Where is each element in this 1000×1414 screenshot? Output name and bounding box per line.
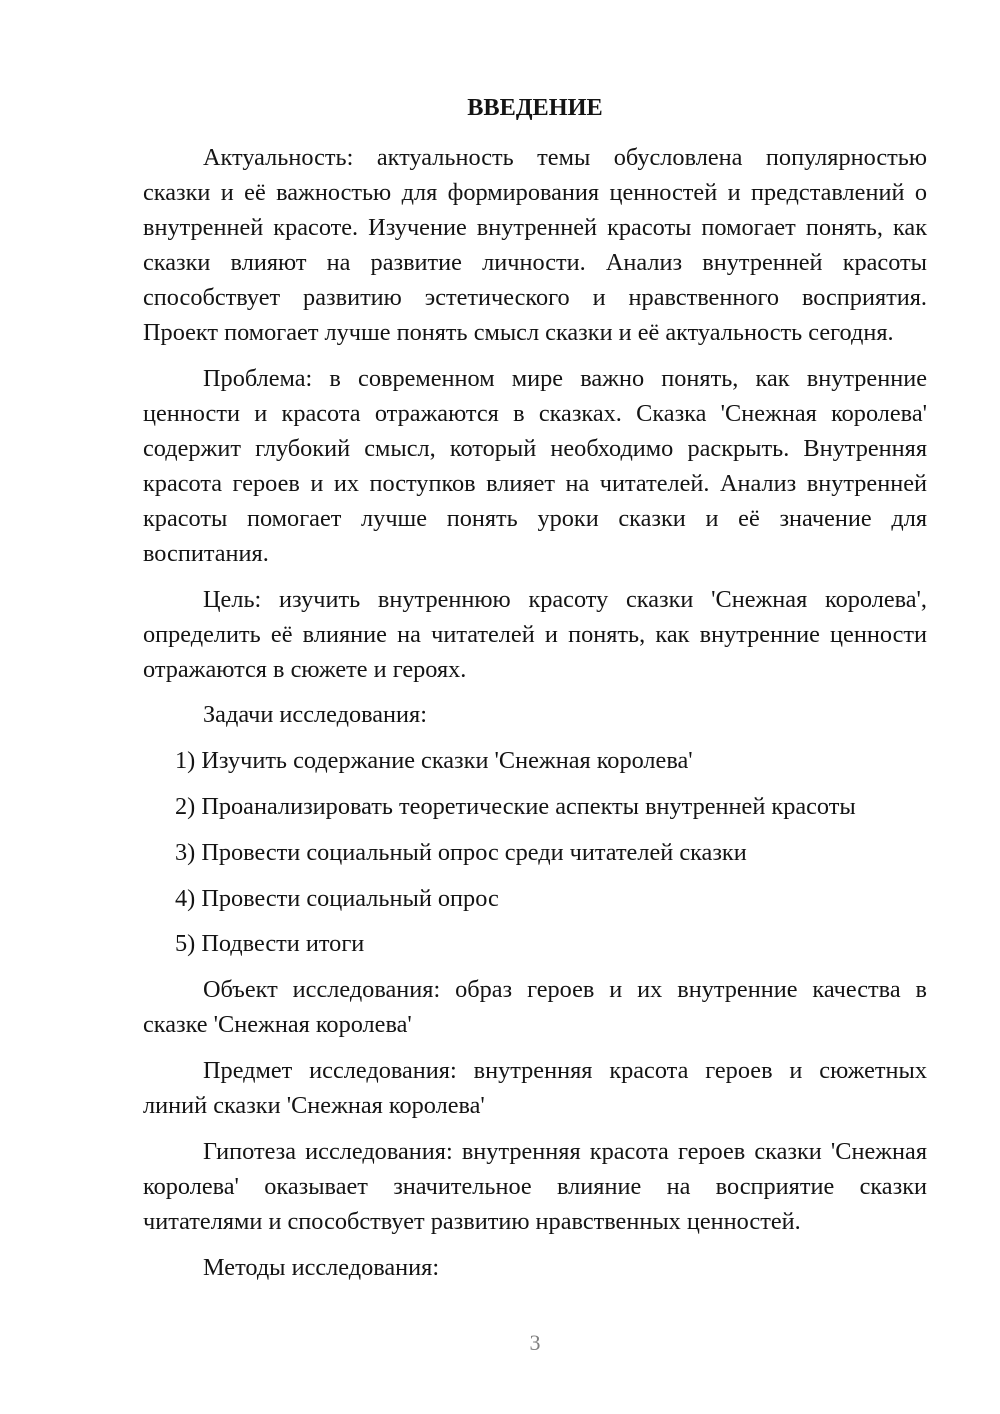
paragraph-line: красота героев и их поступков влияет на читателей. Анализ внутренней — [143, 469, 927, 497]
paragraph-line: красоты помогает лучше понять уроки сказки и её значение для — [143, 504, 927, 532]
paragraph-line: сказке 'Снежная королева' — [143, 1011, 412, 1039]
tasks-heading: Задачи исследования: — [203, 701, 427, 729]
paragraph-line: сказки и её важностью для формирования ценностей и представлений о — [143, 179, 927, 206]
paragraph-line: Проблема: в современном мире важно понять, как внутренние — [203, 364, 927, 392]
page-number: 3 — [529, 1330, 541, 1355]
paragraph-line: Цель: изучить внутреннюю красоту сказки 'Снежная королева', — [203, 585, 927, 613]
paragraph-line: линий сказки 'Снежная королева' — [143, 1091, 485, 1119]
task-item: 3) Провести социальный опрос среди читателей сказки — [175, 838, 747, 866]
paragraph-line: ценности и красота отражаются в сказках. Сказка 'Снежная королева' — [143, 399, 927, 427]
paragraph-hypothesis — [143, 1134, 927, 1239]
paragraph-line: определить её влияние на читателей и понять, как внутренние ценности — [143, 620, 927, 648]
paragraph-line: королева' оказывает значительное влияние на восприятие сказки — [143, 1172, 927, 1200]
paragraph-goal — [143, 582, 927, 687]
paragraph-object — [143, 972, 927, 1042]
methods-heading: Методы исследования: — [203, 1253, 440, 1281]
paragraph-line: сказки влияют на развитие личности. Анализ внутренней красоты — [143, 249, 927, 276]
task-item: 2) Проанализировать теоретические аспекты внутренней красоты — [175, 792, 856, 820]
paragraph-relevance — [143, 140, 927, 350]
task-item: 1) Изучить содержание сказки 'Снежная королева' — [175, 747, 693, 775]
paragraph-line: Актуальность: актуальность темы обусловлена популярностью — [203, 144, 927, 171]
paragraph-line: содержит глубокий смысл, который необходимо раскрыть. Внутренняя — [143, 434, 927, 462]
paragraph-line: способствует развитию эстетического и нравственного восприятия. — [143, 284, 927, 311]
page-title: ВВЕДЕНИЕ — [467, 94, 603, 121]
task-item: 5) Подвести итоги — [175, 930, 365, 958]
paragraph-line: Проект помогает лучше понять смысл сказки и её актуальность сегодня. — [143, 319, 894, 346]
paragraph-line: внутренней красоте. Изучение внутренней красоты помогает понять, как — [143, 214, 927, 241]
paragraph-line: Предмет исследования: внутренняя красота героев и сюжетных — [203, 1056, 927, 1084]
page-content — [143, 90, 927, 1295]
paragraph-line: воспитания. — [143, 539, 269, 567]
paragraph-problem — [143, 361, 927, 571]
task-item: 4) Провести социальный опрос — [175, 884, 499, 912]
paragraph-line: читателями и способствует развитию нравственных ценностей. — [143, 1207, 801, 1235]
paragraph-subject — [143, 1053, 927, 1123]
task-list — [143, 743, 927, 961]
paragraph-line: Гипотеза исследования: внутренняя красота героев сказки 'Снежная — [203, 1137, 927, 1165]
paragraph-line: Объект исследования: образ героев и их внутренние качества в — [203, 976, 927, 1004]
paragraph-line: отражаются в сюжете и героях. — [143, 655, 467, 683]
